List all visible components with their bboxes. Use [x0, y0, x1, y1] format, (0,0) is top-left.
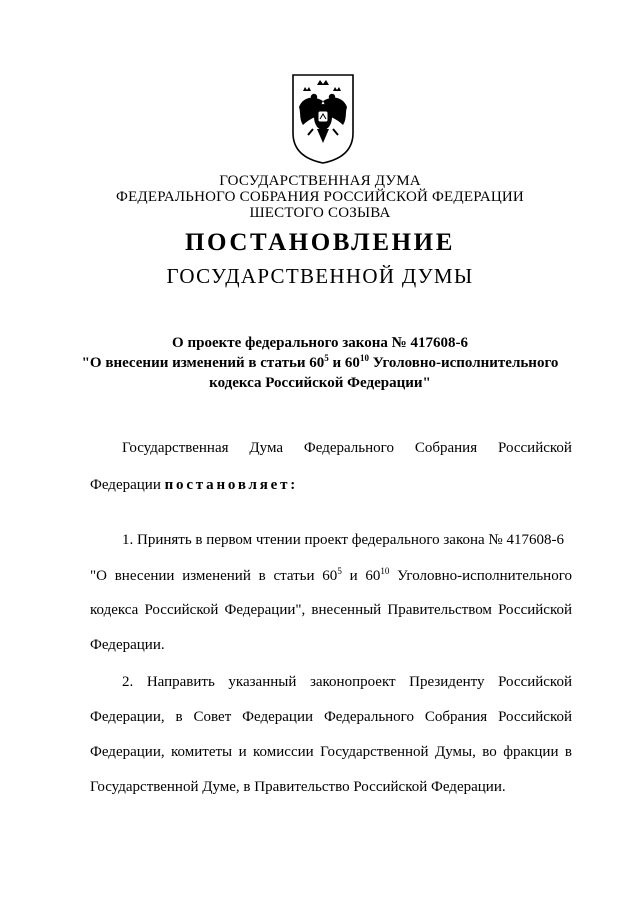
subject-line-1: О проекте федерального закона № 417608-6: [172, 335, 468, 351]
convocation-line: ШЕСТОГО СОЗЫВА: [249, 205, 391, 221]
item-1-line-3: кодекса Российской Федерации", внесенный Правительством Российской: [90, 602, 572, 618]
resolves-word: постановляет:: [164, 477, 299, 493]
item-2-line-3: Федерации, комитеты и комиссии Государственной Думы, во фракции в: [90, 744, 572, 760]
subject-line-2: "О внесении изменений в статьи $60^5$ и $60^{10}$ Уголовно-исполнительного: [81, 353, 559, 371]
preamble-line-2: Федерации постановляет:: [90, 477, 299, 493]
org-name-line-1: ГОСУДАРСТВЕННАЯ ДУМА: [219, 173, 421, 189]
preamble-line-1: Государственная Дума Федерального Собрания Российской: [122, 440, 572, 456]
item-1-line-2: "О внесении изменений в статьи $60^5$ и $60^{10}$ Уголовно-исполнительного: [90, 566, 572, 584]
russian-coat-of-arms-icon: [291, 73, 355, 165]
item-1-line-4: Федерации.: [90, 637, 165, 653]
subject-line-3: кодекса Российской Федерации": [209, 375, 431, 391]
document-subtitle: ГОСУДАРСТВЕННОЙ ДУМЫ: [166, 264, 474, 288]
document-title: ПОСТАНОВЛЕНИЕ: [184, 229, 456, 256]
item-1-line-1: 1. Принять в первом чтении проект федерального закона № 417608-6: [122, 532, 564, 548]
org-name-line-2: ФЕДЕРАЛЬНОГО СОБРАНИЯ РОССИЙСКОЙ ФЕДЕРАЦИИ: [116, 189, 524, 205]
item-2-line-4: Государственной Думе, в Правительство Российской Федерации.: [90, 779, 506, 795]
item-2-line-2: Федерации, в Совет Федерации Федерального Собрания Российской: [90, 709, 572, 725]
item-2-line-1: 2. Направить указанный законопроект Президенту Российской: [122, 674, 572, 690]
